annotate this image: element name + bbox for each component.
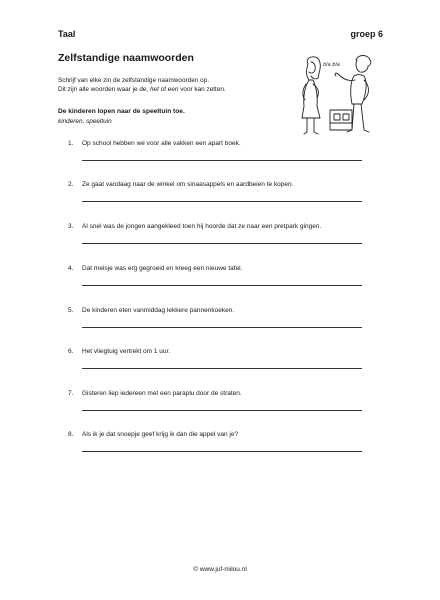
question-number: 7. [68,390,74,397]
question-3 [68,223,368,253]
question-text: Al snel was de jongen aangekleed toen hij hoorde dat ze naar een pretpark gingen. [82,223,322,230]
instruction-line-2 [58,86,226,93]
question-6 [68,348,368,378]
question-number: 2. [68,181,74,188]
question-text: Op school hebben we voor alle vakken een apart boek. [82,140,241,147]
worksheet-title: Zelfstandige naamwoorden [58,52,194,64]
question-number: 1. [68,140,74,147]
question-2 [68,181,368,211]
instruction-line-1: Schrijf van elke zin de zelfstandige naamwoorden op. [58,77,209,84]
instruction-text: voor kan zetten. [178,86,226,93]
question-number: 3. [68,223,74,230]
question-text: Dat meisje was erg gegroeid en kreeg een nieuwe tafel. [82,265,243,272]
question-4 [68,265,368,295]
instruction-articles: de, het [139,86,159,93]
question-text: Het vliegtuig vertrekt om 1 uur. [82,348,171,355]
copyright-footer: © www.juf-milou.nl [193,566,247,573]
answer-line[interactable] [82,243,362,244]
box-object [330,110,352,130]
question-text: Gisteren liep iedereen met een paraplu door de straten. [82,390,242,397]
girl-figure [302,57,320,134]
question-5 [68,307,368,337]
answer-line[interactable] [82,285,362,286]
question-8 [68,431,368,461]
instruction-text: Dit zijn alle woorden waar je [58,86,140,93]
answer-line[interactable] [82,410,362,411]
answer-line[interactable] [82,368,362,369]
two-people-talking-illustration [292,52,384,144]
group-label: groep 6 [350,29,383,39]
question-number: 8. [68,431,74,438]
example-answer: kinderen, speeltuin [58,118,112,125]
question-text: Als ik je dat snoepje geef krijg ik dan die appel van je? [82,431,239,438]
answer-line[interactable] [82,201,362,202]
question-number: 4. [68,265,74,272]
question-number: 5. [68,307,74,314]
example-sentence: De kinderen lopen naar de speeltuin toe. [58,108,185,115]
question-number: 6. [68,348,74,355]
question-text: De kinderen eten vanmiddag lekkere pannenkoeken. [82,307,235,314]
instruction-article-een: een [167,86,179,93]
question-text: Ze gaat vandaag naar de winkel om sinaasappels en aardbeien te kopen. [82,181,294,188]
instruction-text: of [158,86,168,93]
answer-line[interactable] [82,451,362,452]
subject-label: Taal [58,29,76,39]
answer-line[interactable] [82,160,362,161]
answer-line[interactable] [82,327,362,328]
question-7 [68,390,368,420]
question-1 [68,140,368,170]
boy-figure [335,56,371,133]
speech-text: bla bla [323,62,340,68]
